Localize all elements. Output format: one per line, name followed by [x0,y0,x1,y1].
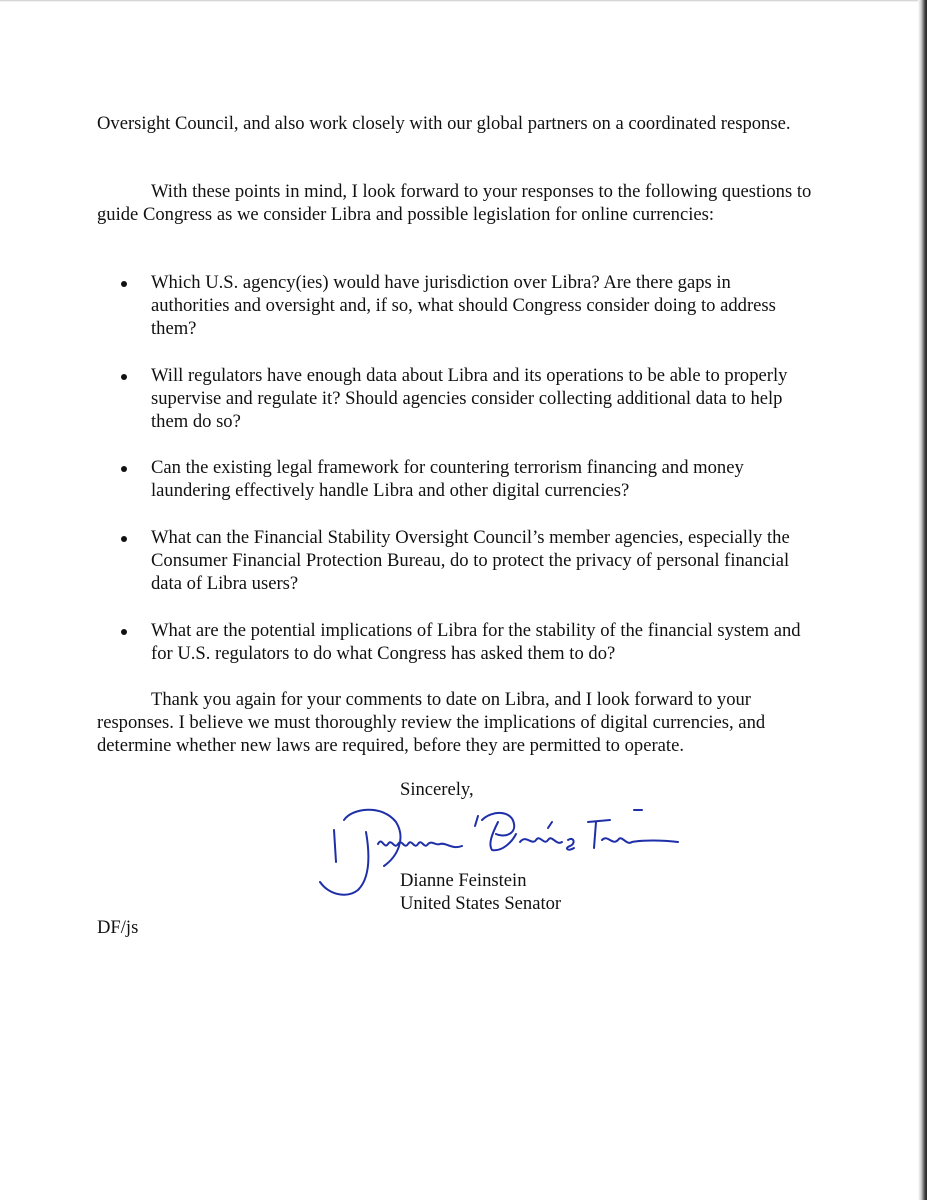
scan-top-edge [0,0,920,2]
signatory-name: Dianne Feinstein [400,870,527,891]
signatory-title: United States Senator [400,893,562,914]
question-item: What can the Financial Stability Oversight Council’s member agencies, especially the Consumer Financial Protection Bureau, do to protect the privacy of personal financial data of Libra users? [151,527,790,594]
intro-paragraph: With these points in mind, I look forward to your responses to the following questions to guide Congress as we consider Libra and possible legislation for online currencies: [97,181,812,225]
bullet-dot [121,629,127,635]
closing-paragraph: Thank you again for your comments to date on Libra, and I look forward to your responses. I believe we must thoroughly review the implications of digital currencies, and determine whether new laws are required, before they are permitted to operate. [97,689,766,756]
reference-initials: DF/js [97,917,139,938]
bullet-dot [121,466,127,472]
bullet-dot [121,536,127,542]
question-item: Which U.S. agency(ies) would have jurisdiction over Libra? Are there gaps in authorities and oversight and, if so, what should Congress consider doing to address them? [151,272,776,339]
valediction: Sincerely, [400,779,474,800]
continuation-paragraph: Oversight Council, and also work closely with our global partners on a coordinated response. [97,113,791,134]
scan-right-edge [918,0,927,1200]
question-item: Can the existing legal framework for countering terrorism financing and money laundering effectively handle Libra and other digital currencies? [151,457,744,501]
bullet-dot [121,374,127,380]
question-item: What are the potential implications of Libra for the stability of the financial system and for U.S. regulators to do what Congress has asked them to do? [151,620,801,664]
bullet-dot [121,281,127,287]
question-item: Will regulators have enough data about Libra and its operations to be able to properly supervise and regulate it? Should agencies consider collecting additional data to help them do so? [151,365,788,432]
